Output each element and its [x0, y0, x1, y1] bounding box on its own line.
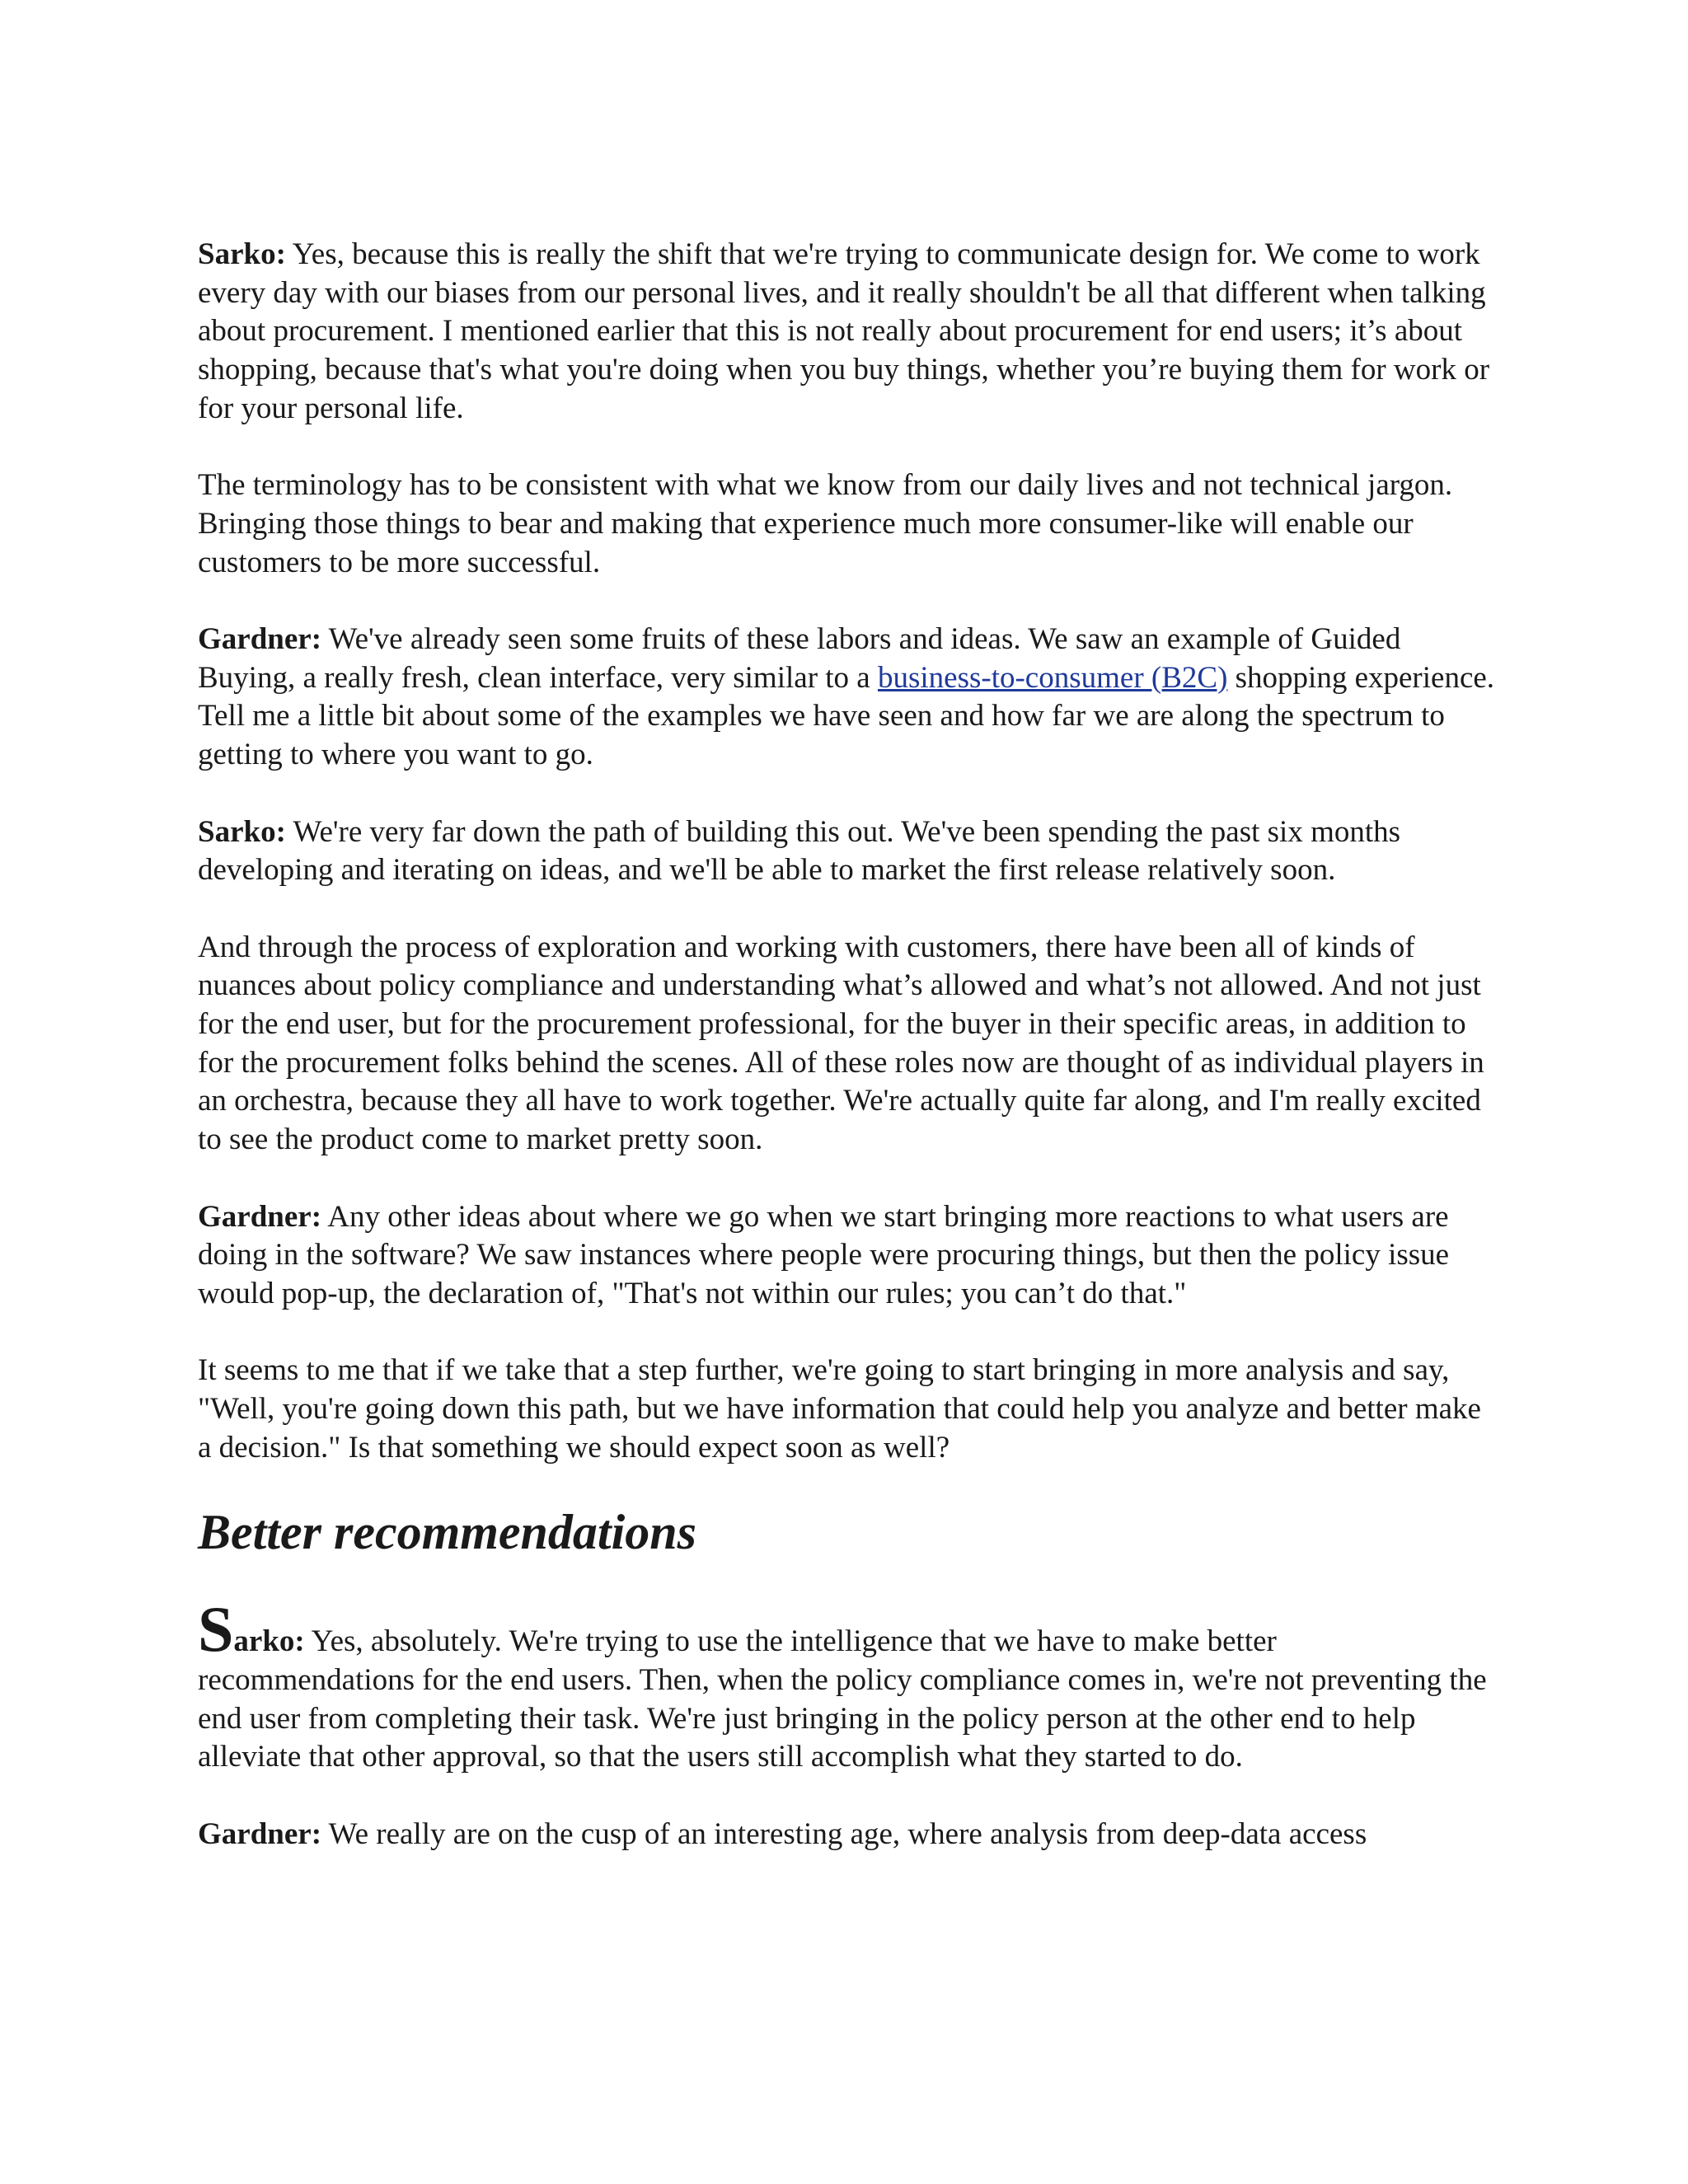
drop-cap-letter: S	[198, 1593, 234, 1666]
paragraph-text: And through the process of exploration and working with customers, there have been all of kinds of nuances about policy compliance and understanding what’s allowed and what’s not allowed. And not just for the end user, but for the procurement professional, for the buyer in their specific areas, in addition to for the procurement folks behind the scenes. All of these roles now are thought of as individual players in an orchestra, because they all have to work together. We're actually quite far along, and I'm really excited to see the product come to market pretty soon.	[198, 930, 1484, 1157]
section-heading: Better recommendations	[198, 1505, 696, 1560]
paragraph-text: The terminology has to be consistent with what we know from our daily lives and not technical jargon. Bringing those things to bear and making that experience much more consumer-like will enable our customers to be more successful.	[198, 468, 1453, 579]
paragraph-text: shopping experience. Tell me a little bit about some of the examples we have seen and how far we are along the spectrum to getting to where you want to go.	[198, 660, 1495, 772]
paragraph-text: Yes, absolutely. We're trying to use the intelligence that we have to make better recommendations for the end users. Then, when the policy compliance comes in, we're not preventing the end user from completing their task. We're just bringing in the policy person at the other end to help alleviate that other approval, so that the users still accomplish what they started to do.	[198, 1624, 1487, 1774]
paragraph-text: Any other ideas about where we go when we start bringing more reactions to what users are doing in the software? We saw instances where people were procuring things, but then the policy issue would pop-up, the declaration of, "That's not within our rules; you can’t do that."	[198, 1199, 1450, 1310]
paragraph-text: Yes, because this is really the shift that we're trying to communicate design for. We come to work every day with our biases from our personal lives, and it really shouldn't be all that different when talking about procurement. I mentioned earlier that this is not really about procurement for end users; it’s about shopping, because that's what you're doing when you buy things, whether you’re buying them for work or for your personal life.	[198, 237, 1490, 425]
speaker-name: arko:	[233, 1624, 305, 1659]
document-page	[198, 236, 1500, 1892]
paragraph-sarko-3	[198, 1593, 1500, 1777]
paragraph-text: We really are on the cusp of an interesting age, where analysis from deep-data access	[321, 1816, 1367, 1851]
speaker-name: Gardner:	[198, 1199, 322, 1234]
b2c-link[interactable]: business-to-consumer (B2C)	[877, 660, 1228, 695]
paragraph-exploration	[198, 929, 1500, 1160]
paragraph-analysis	[198, 1352, 1500, 1467]
paragraph-gardner-2	[198, 1198, 1500, 1314]
speaker-name: Sarko:	[198, 814, 286, 849]
paragraph-sarko-1	[198, 236, 1500, 429]
paragraph-sarko-2	[198, 813, 1500, 890]
speaker-name: Sarko:	[198, 237, 286, 271]
paragraph-gardner-1	[198, 621, 1500, 775]
speaker-name: Gardner:	[198, 622, 322, 656]
speaker-name: Gardner:	[198, 1816, 322, 1851]
paragraph-terminology	[198, 466, 1500, 582]
paragraph-gardner-3	[198, 1816, 1500, 1854]
paragraph-text: We're very far down the path of building this out. We've been spending the past six months developing and iterating on ideas, and we'll be able to market the first release relatively soon.	[198, 814, 1401, 888]
paragraph-text: We've already seen some fruits of these labors and ideas. We saw an example of Guided Buying, a really fresh, clean interface, very similar to a	[198, 622, 1401, 695]
paragraph-text: It seems to me that if we take that a step further, we're going to start bringing in more analysis and say, "Well, you're going down this path, but we have information that could help you analyze and better make a decision." Is that something we should expect soon as well?	[198, 1353, 1481, 1465]
